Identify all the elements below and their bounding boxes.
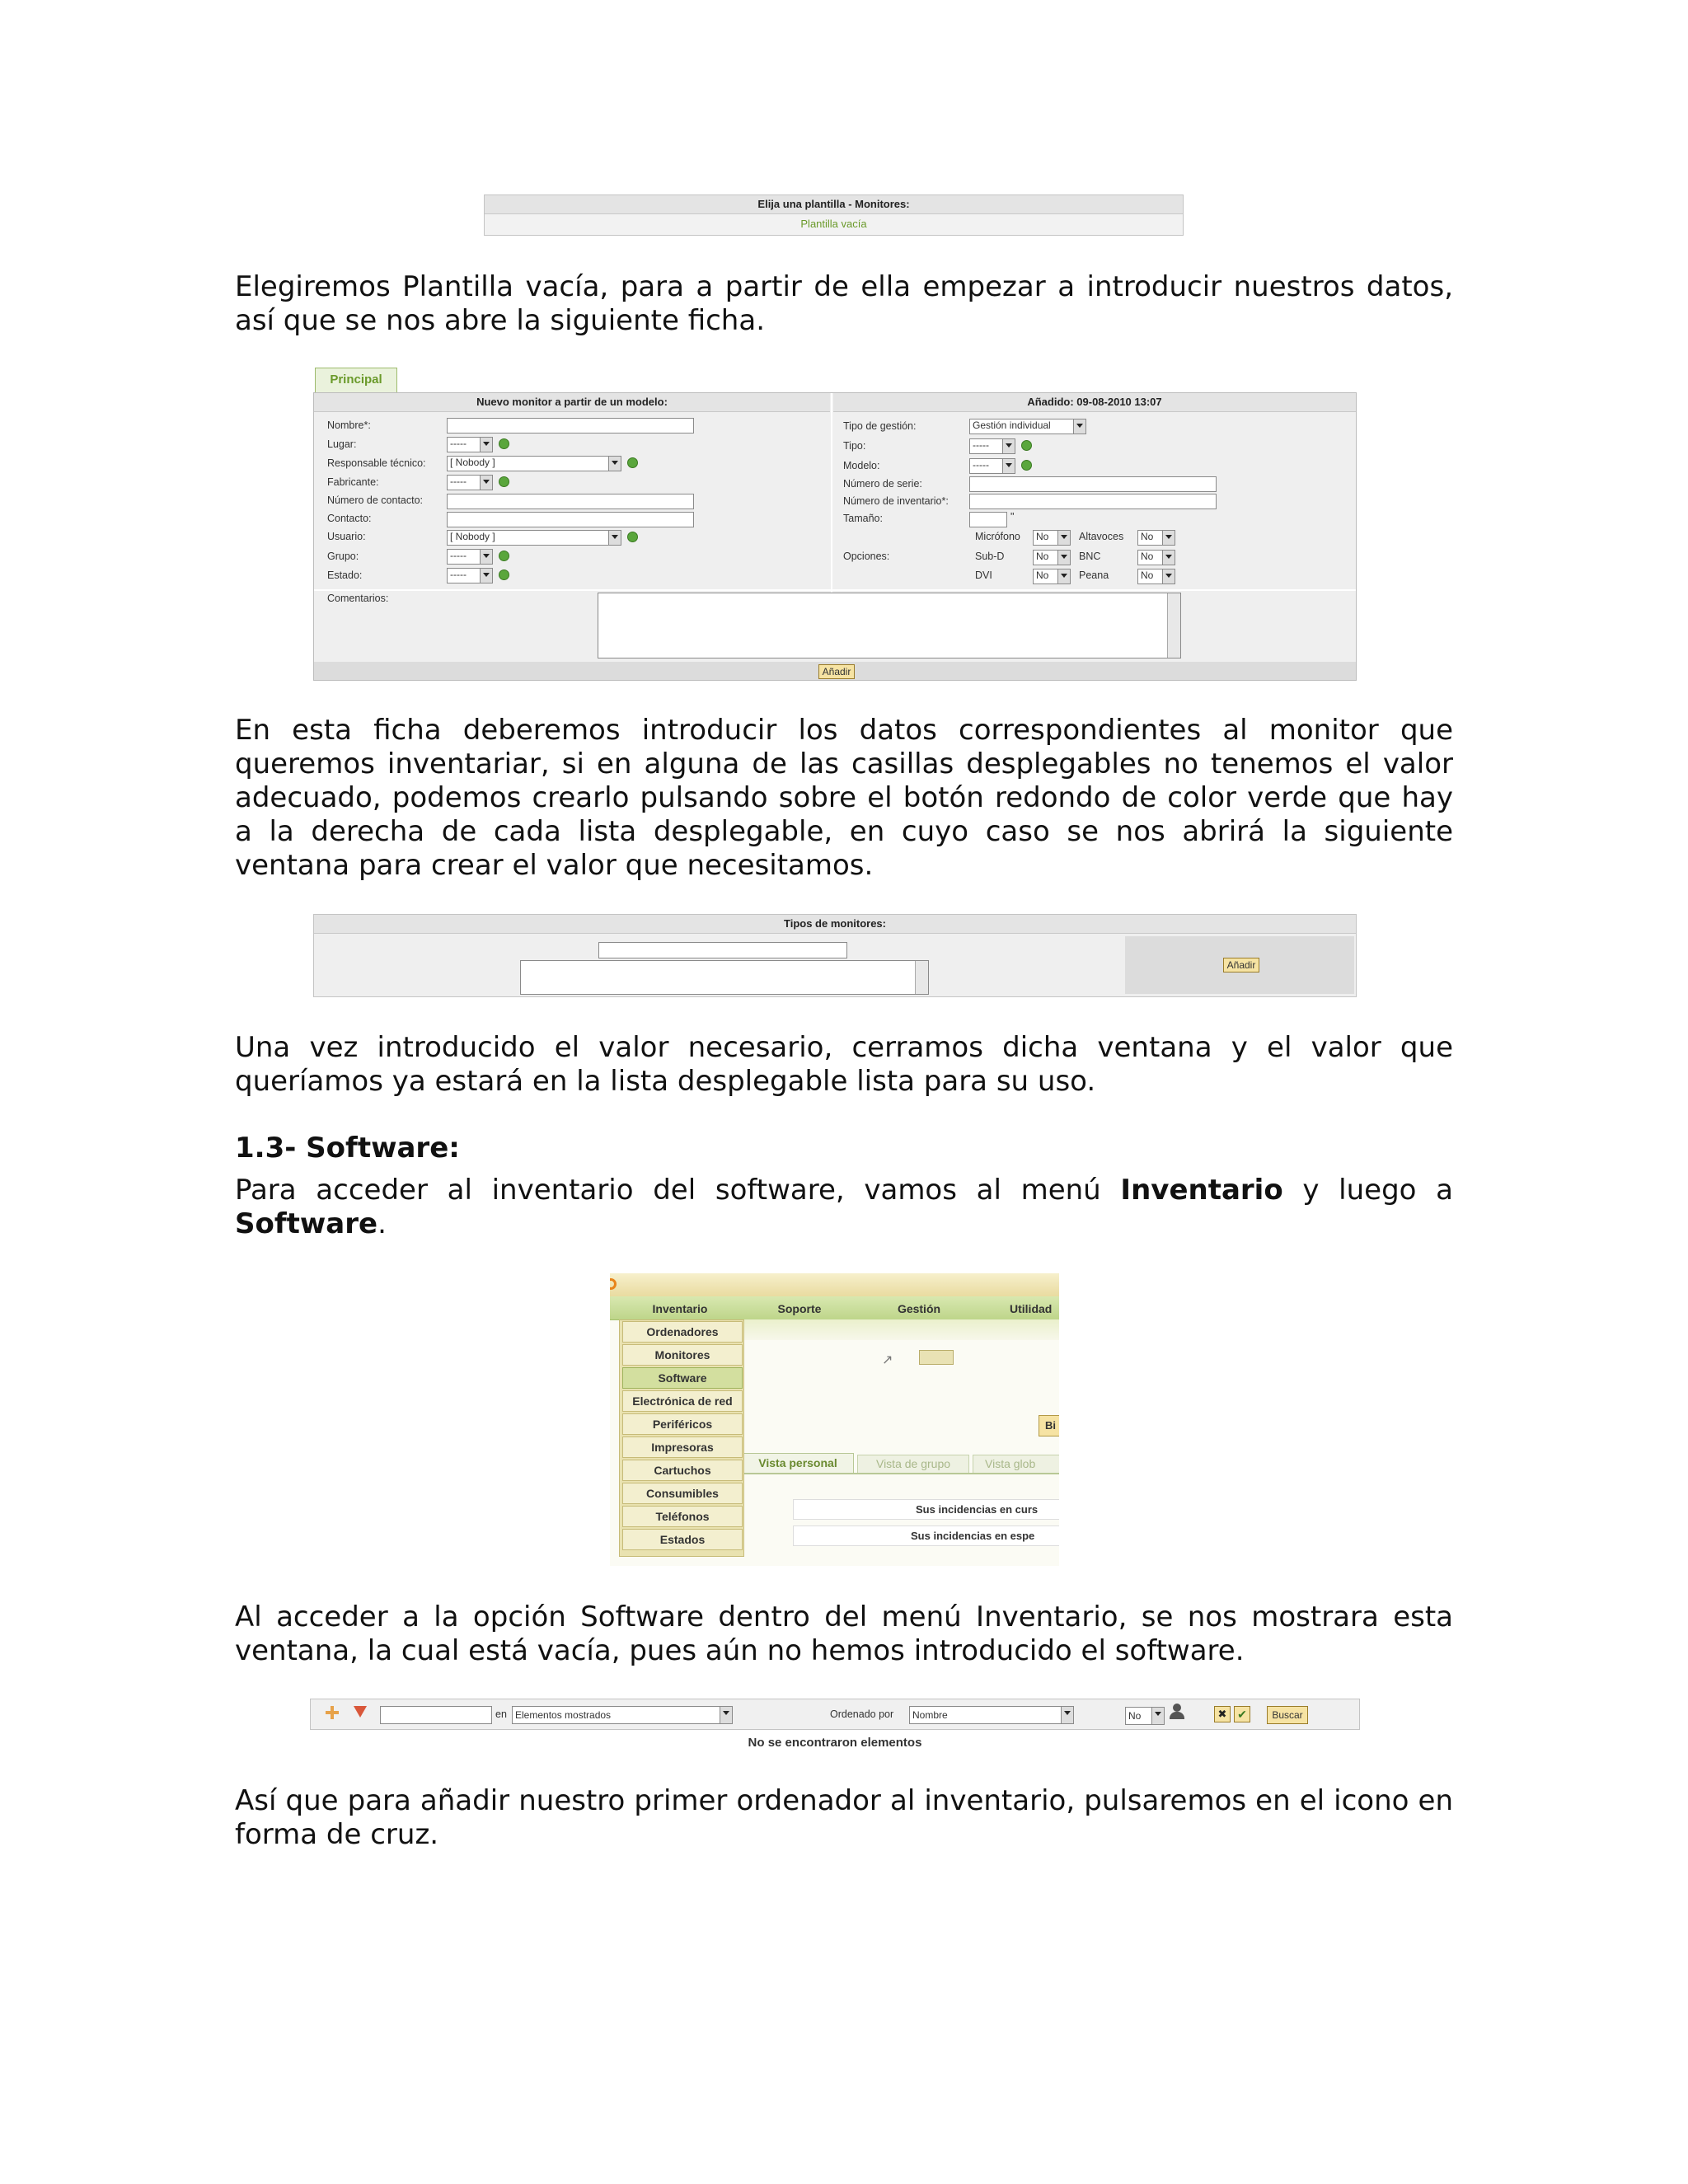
chevron-down-icon [1002,459,1015,473]
peana-select[interactable] [1137,569,1175,584]
label-usuario: Usuario: [327,531,366,542]
inventory-menu-screenshot [610,1273,1059,1566]
menu-item-ordenadores[interactable]: Ordenadores [622,1321,743,1343]
chevron-down-icon [480,550,492,564]
tab-vista-personal[interactable]: Vista personal [742,1453,854,1473]
label-en: en [495,1708,507,1720]
label-grupo: Grupo: [327,551,359,562]
subd-select[interactable] [1033,550,1071,565]
responsable-value: [ Nobody ] [450,457,495,468]
add-grupo-icon[interactable] [499,551,509,561]
comentarios-textarea[interactable] [598,593,1181,658]
menu-item-estados[interactable]: Estados [622,1529,743,1550]
dvi-value: No [1036,569,1049,581]
menu-item-telefonos[interactable]: Teléfonos [622,1506,743,1527]
tabs-baseline [738,1473,1059,1474]
monitor-types-window [313,914,1357,997]
new-type-input[interactable] [598,942,847,958]
contacto-input[interactable] [447,512,694,527]
form-body [313,392,1357,681]
comments-divider [314,589,1356,591]
label-numero-inventario: Número de inventario*: [843,495,949,507]
check-icon[interactable]: ✔ [1234,1706,1250,1722]
chevron-down-icon [1002,439,1015,453]
right-header: Añadido: 09-08-2010 13:07 [833,393,1356,412]
tab-principal[interactable]: Principal [315,368,397,392]
chevron-down-icon [480,476,492,490]
lugar-value: ----- [450,438,467,449]
field-select[interactable] [512,1706,733,1724]
label-tamano: Tamaño: [843,513,883,524]
cursor-icon: ↗ [882,1353,893,1367]
new-monitor-form [313,368,1357,681]
label-numero-contacto: Número de contacto: [327,494,424,506]
chevron-down-icon [1162,551,1175,565]
no-select-value: No [1128,1710,1142,1722]
bnc-select[interactable] [1137,550,1175,565]
small-select[interactable] [919,1350,954,1365]
add-cross-icon[interactable] [326,1706,339,1719]
template-chooser-panel [484,194,1184,236]
estado-select[interactable] [447,568,493,583]
tipo-gestion-select[interactable] [969,419,1086,434]
menu-gestion[interactable]: Gestión [897,1302,941,1315]
label-tipo-gestion: Tipo de gestión: [843,420,917,432]
label-modelo: Modelo: [843,460,880,471]
left-header: Nuevo monitor a partir de un modelo: [314,393,830,412]
p4-text-e: . [377,1207,387,1240]
menu-item-electronica-red[interactable]: Electrónica de red [622,1390,743,1412]
label-numero-serie: Número de serie: [843,478,922,490]
search-button[interactable]: Buscar [1267,1706,1308,1724]
label-nombre: Nombre*: [327,419,371,431]
add-type-button[interactable]: Añadir [1223,958,1259,972]
menu-item-consumibles[interactable]: Consumibles [622,1483,743,1504]
comments-textarea[interactable] [520,960,929,995]
label-lugar: Lugar: [327,438,357,450]
chevron-down-icon [1057,569,1070,583]
chevron-down-icon [608,531,621,545]
label-subd: Sub-D [975,551,1005,562]
bnc-value: No [1141,551,1154,562]
empty-result-message: No se encontraron elementos [748,1736,922,1750]
add-tipo-icon[interactable] [1021,440,1032,451]
label-peana: Peana [1079,569,1109,581]
peana-value: No [1141,569,1154,581]
paragraph-1: Elegiremos Plantilla vacía, para a partir de ella empezar a introducir nuestros datos, así que se nos abre la siguiente ficha. [235,270,1453,337]
tipo-value: ----- [973,439,989,451]
paragraph-6: Así que para añadir nuestro primer ordenador al inventario, pulsaremos en el icono en forma de cruz. [235,1784,1453,1851]
chevron-down-icon [1057,551,1070,565]
paragraph-5: Al acceder a la opción Software dentro del menú Inventario, se nos mostrara esta ventana, la cual está vacía, pues aún no hemos introducido el software. [235,1601,1453,1667]
dvi-select[interactable] [1033,569,1071,584]
label-fabricante: Fabricante: [327,476,379,488]
usuario-value: [ Nobody ] [450,531,495,542]
tipo-select[interactable] [969,438,1015,454]
search-input[interactable] [380,1706,492,1724]
scrollbar[interactable] [1167,593,1180,658]
chevron-down-icon [608,457,621,471]
side-button[interactable]: Bi [1039,1415,1059,1436]
paragraph-4 [235,1174,1453,1241]
add-fabricante-icon[interactable] [499,476,509,487]
order-select-value: Nombre [912,1709,948,1721]
p4-text-c: y luego a [1282,1174,1453,1207]
lugar-select[interactable] [447,437,493,452]
chevron-down-icon [1162,569,1175,583]
template-chooser-title: Elija una plantilla - Monitores: [485,195,1183,214]
microfono-select[interactable] [1033,530,1071,546]
grupo-select[interactable] [447,549,493,565]
label-bnc: BNC [1079,551,1101,562]
fabricante-select[interactable] [447,475,493,490]
row-incidencias-espera[interactable]: Sus incidencias en espe [793,1526,1059,1546]
tab-vista-grupo[interactable]: Vista de grupo [857,1455,969,1473]
responsable-select[interactable] [447,456,621,471]
software-search-bar [310,1699,1360,1730]
empty-template-link[interactable]: Plantilla vacía [800,218,867,230]
menu-utilidad[interactable]: Utilidad [1010,1302,1053,1315]
menu-item-perifericos[interactable]: Periféricos [622,1413,743,1435]
p4-text-a: Para acceder al inventario del software, vamos al menú [235,1174,1121,1207]
usuario-select[interactable] [447,530,621,546]
inch-symbol: " [1010,511,1015,523]
p4-software: Software [235,1207,378,1240]
sub-band [738,1319,1059,1340]
label-comentarios: Comentarios: [327,593,389,604]
modelo-select[interactable] [969,458,1015,474]
nombre-input[interactable] [447,418,694,434]
chevron-down-icon [1057,531,1070,545]
menu-item-monitores[interactable]: Monitores [622,1344,743,1366]
add-lugar-icon[interactable] [499,438,509,449]
filter-icon[interactable] [354,1706,367,1718]
modelo-value: ----- [973,459,989,471]
estado-value: ----- [450,569,467,580]
chevron-down-icon [1061,1707,1073,1723]
add-usuario-icon[interactable] [627,532,638,542]
chevron-down-icon [480,569,492,583]
label-ordenado-por: Ordenado por [830,1708,894,1720]
menu-inventario[interactable]: Inventario [652,1302,708,1315]
subd-value: No [1036,551,1049,562]
microfono-value: No [1036,531,1049,542]
fabricante-value: ----- [450,476,467,487]
label-estado: Estado: [327,569,363,581]
field-select-value: Elementos mostrados [515,1709,612,1721]
monitor-types-title: Tipos de monitores: [314,915,1356,934]
numero-serie-input[interactable] [969,476,1217,492]
row-incidencias-curso[interactable]: Sus incidencias en curs [793,1499,1059,1520]
altavoces-select[interactable] [1137,530,1175,546]
label-contacto: Contacto: [327,513,372,524]
grupo-value: ----- [450,550,467,561]
chevron-down-icon [1073,419,1085,434]
label-dvi: DVI [975,569,992,581]
order-select[interactable] [909,1706,1074,1724]
paragraph-3: Una vez introducido el valor necesario, cerramos dicha ventana y el valor que queríamos ya estará en la lista desplegable lista para su uso. [235,1031,1453,1098]
add-button[interactable]: Añadir [818,664,855,679]
chevron-down-icon [480,438,492,452]
paragraph-2: En esta ficha deberemos introducir los datos correspondientes al monitor que queremos inventariar, si en alguna de las casillas desplegables no tenemos el valor adecuado, podemos crearlo pulsando sobre el botón redondo de color verde que hay a la derecha de cada lista desplegable, en cuyo caso se nos abrirá la siguiente ventana para crear el valor que necesitamos. [235,714,1453,882]
tab-vista-global[interactable]: Vista glob [973,1455,1059,1473]
numero-contacto-input[interactable] [447,494,694,509]
add-estado-icon[interactable] [499,569,509,580]
menu-item-software[interactable]: Software [622,1367,743,1389]
no-select[interactable] [1125,1707,1165,1725]
column-divider [831,393,832,609]
tipo-gestion-value: Gestión individual [973,419,1051,431]
label-tipo: Tipo: [843,440,866,452]
label-altavoces: Altavoces [1079,531,1124,542]
p4-inventario: Inventario [1120,1174,1283,1207]
menu-item-cartuchos[interactable]: Cartuchos [622,1460,743,1481]
altavoces-value: No [1141,531,1154,542]
tamano-input[interactable] [969,512,1007,527]
label-microfono: Micrófono [975,531,1020,542]
label-opciones: Opciones: [843,551,890,562]
menu-item-impresoras[interactable]: Impresoras [622,1436,743,1458]
header-band [610,1273,1059,1296]
add-responsable-icon[interactable] [627,457,638,468]
numero-inventario-input[interactable] [969,494,1217,509]
label-responsable: Responsable técnico: [327,457,426,469]
people-icon[interactable] [1170,1704,1186,1720]
chevron-down-icon [1151,1708,1164,1724]
chevron-down-icon [1162,531,1175,545]
clear-icon[interactable]: ✖ [1214,1706,1231,1722]
menu-soporte[interactable]: Soporte [777,1302,822,1315]
chevron-down-icon [720,1707,732,1723]
add-modelo-icon[interactable] [1021,460,1032,471]
scrollbar[interactable] [915,961,928,994]
section-heading: 1.3- Software: [235,1132,460,1165]
